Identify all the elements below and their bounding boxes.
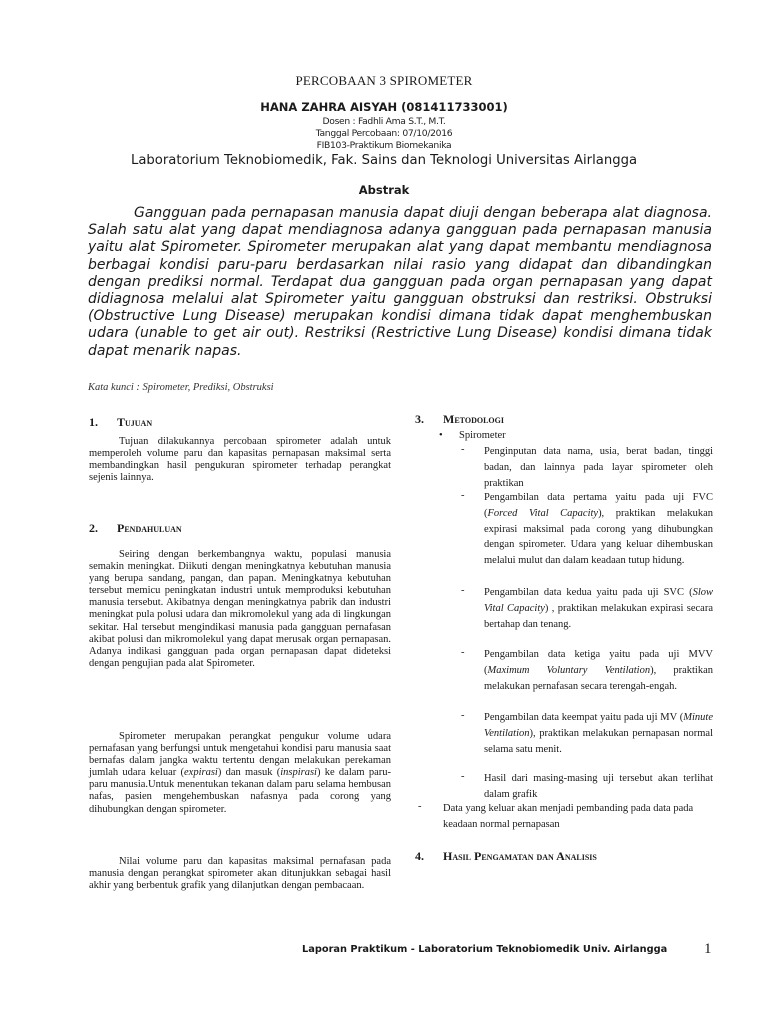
abstract-heading: Abstrak	[358, 183, 410, 197]
section-heading-tujuan	[89, 415, 152, 430]
italic-term: Slow Vital Capacity	[484, 587, 713, 614]
section-heading-metodologi	[415, 412, 504, 427]
text-run: Pengambilan data ketiga yaitu pada uji MVV (	[484, 649, 713, 676]
dash-icon: -	[418, 801, 422, 812]
text-run: Pengambilan data keempat yaitu pada uji MV (	[484, 712, 684, 723]
lab-affiliation: Laboratorium Teknobiomedik, Fak. Sains dan Teknologi Universitas Airlangga	[130, 153, 638, 168]
section-number: 2.	[89, 521, 98, 535]
dash-icon: -	[461, 444, 465, 455]
text-run: ), praktikan melakukan expirasi maksimal pada corong yang dihubungkan dengan spirometer. Udara yang keluar dihembuskan melalui mulut dan dalam keadaan tutup hidung.	[484, 507, 713, 567]
section-number: 4.	[415, 849, 424, 863]
section-title: Metodologi	[443, 412, 504, 426]
text-run: ) dan masuk (	[217, 767, 281, 779]
section-heading-hasil	[415, 849, 597, 864]
section-number: 1.	[89, 415, 98, 429]
section-title: Hasil Pengamatan dan Analisis	[443, 849, 597, 863]
keywords: Kata kunci : Spirometer, Prediksi, Obstruksi	[88, 382, 274, 393]
italic-term: expirasi	[184, 767, 218, 779]
page-footer: Laporan Praktikum - Laboratorium Teknobiomedik Univ. Airlangga	[302, 944, 668, 955]
method-outcome: Data yang keluar akan menjadi pembanding pada data pada keadaan normal pernapasan	[443, 803, 694, 830]
text-run: ) , praktikan melakukan expirasi secara bertahap dan tenang.	[484, 602, 713, 630]
text-run: ) ke dalam paru-paru manusia.Untuk menentukan tekanan dalam paru selama hembusan nafas, pasien mengehembuskan nafasnya pada corong yang dihubungkan dengan spirometer.	[89, 767, 391, 815]
method-step-5	[484, 710, 713, 757]
text-run: Pengambilan data pertama yaitu pada uji FVC (	[484, 492, 713, 519]
italic-term: Forced Vital Capacity	[487, 507, 599, 519]
section-title: Pendahuluan	[117, 521, 182, 535]
text-run: Pengambilan data kedua yaitu pada uji SVC (	[484, 587, 693, 598]
dash-icon: -	[461, 771, 465, 782]
dash-icon: -	[461, 647, 465, 658]
pendahuluan-paragraph-2	[89, 731, 391, 816]
section-number: 3.	[415, 412, 424, 426]
text-run: ), praktikan melakukan pernapasan normal selama satu menit.	[484, 727, 713, 755]
dash-icon: -	[461, 710, 465, 721]
italic-term: Minute Ventilation	[484, 712, 713, 739]
pendahuluan-paragraph-3: Nilai volume paru dan kapasitas maksimal pernafasan pada manusia dengan perangkat spirometer akan ditunjukkan sebagai hasil akhir yang berbentuk grafik yang dilanjutkan dengan pembacaan.	[89, 856, 391, 892]
dash-icon: -	[461, 490, 465, 501]
section-heading-pendahuluan	[89, 521, 182, 536]
text-run: Spirometer merupakan perangkat pengukur volume udara pernafasan yang berfungsi untuk mengetahui kondisi paru manusia saat bernafas dalam jangka waktu tertentu dengan melakukan perekaman jumlah udara keluar (	[89, 731, 391, 779]
author-line: HANA ZAHRA AISYAH (081411733001)	[260, 100, 508, 114]
page-number: 1	[704, 941, 712, 957]
italic-term: Maximum Voluntary Ventilation	[487, 664, 651, 676]
method-step-4	[484, 647, 713, 694]
text-run: ), praktikan melakukan pernafasan secara terengah-engah.	[484, 664, 713, 692]
abstract-text: Gangguan pada pernapasan manusia dapat diuji dengan beberapa alat diagnosa. Salah satu alat yang dapat mendiagnosa adanya gangguan pada pernapasan manusia yaitu alat Spirometer. Spirometer merupakan alat yang dapat membantu mendiagnosa berbagai kondisi paru-paru berdasarkan nilai rasio yang didapat dan dibandingkan dengan prediksi normal. Terdapat dua gangguan pada organ pernapasan yang dapat didiagnosa melalui alat Spirometer yaitu gangguan obstruksi dan restriksi. Obstruksi (Obstructive Lung Disease) merupakan kondisi dimana tidak dapat menghembuskan udara (unable to get air out). Restriksi (Restrictive Lung Disease) kondisi dimana tidak dapat menarik napas.	[88, 205, 712, 359]
tujuan-paragraph: Tujuan dilakukannya percobaan spirometer adalah untuk memperoleh volume paru dan kapasitas pernapasan maksimal serta membandingkan hasil pengukuran spirometer terhadap perangkat sejenis lainnya.	[89, 436, 391, 484]
bullet-icon: •	[439, 430, 443, 441]
section-title: Tujuan	[117, 415, 153, 429]
paper-title: PERCOBAAN 3 SPIROMETER	[295, 73, 473, 88]
pendahuluan-paragraph-1: Seiring dengan berkembangnya waktu, populasi manusia semakin meningkat. Diikuti dengan meningkatnya kebutuhan manusia yang berupa sandang, pangan, dan papan. Meningkatnya kebutuhan tersebut memicu peningkatan industri untuk memproduksi kebutuhan manusia tersebut. Akibatnya dengan meningkatnya pabrik dan industri meningkat pula polusi udara dan mikromolekul yang ada di lingkungan sekitar. Hal tersebut mengindikasi manusia pada gangguan pernafasan akibat polusi dan mikromolekul yang dapat merusak organ pernapasan. Adanya indikasi gangguan pada organ pernapasan dapat dideteksi dengan pengujian pada alat Spirometer.	[89, 549, 391, 669]
method-step-3	[484, 585, 713, 632]
dash-icon: -	[461, 585, 465, 596]
method-step-1: Penginputan data nama, usia, berat badan, tinggi badan, dan lainnya pada layar spirometer oleh praktikan	[484, 446, 713, 489]
italic-term: inspirasi	[280, 767, 317, 779]
method-step-6: Hasil dari masing-masing uji tersebut akan terlihat dalam grafik	[484, 773, 713, 800]
bullet-label: Spirometer	[459, 430, 506, 441]
dosen-line: Dosen : Fadhli Ama S.T., M.T.	[322, 116, 446, 127]
method-step-2	[484, 490, 713, 569]
course-code-line: FIB103-Praktikum Biomekanika	[316, 140, 452, 151]
date-line: Tanggal Percobaan: 07/10/2016	[315, 128, 453, 139]
